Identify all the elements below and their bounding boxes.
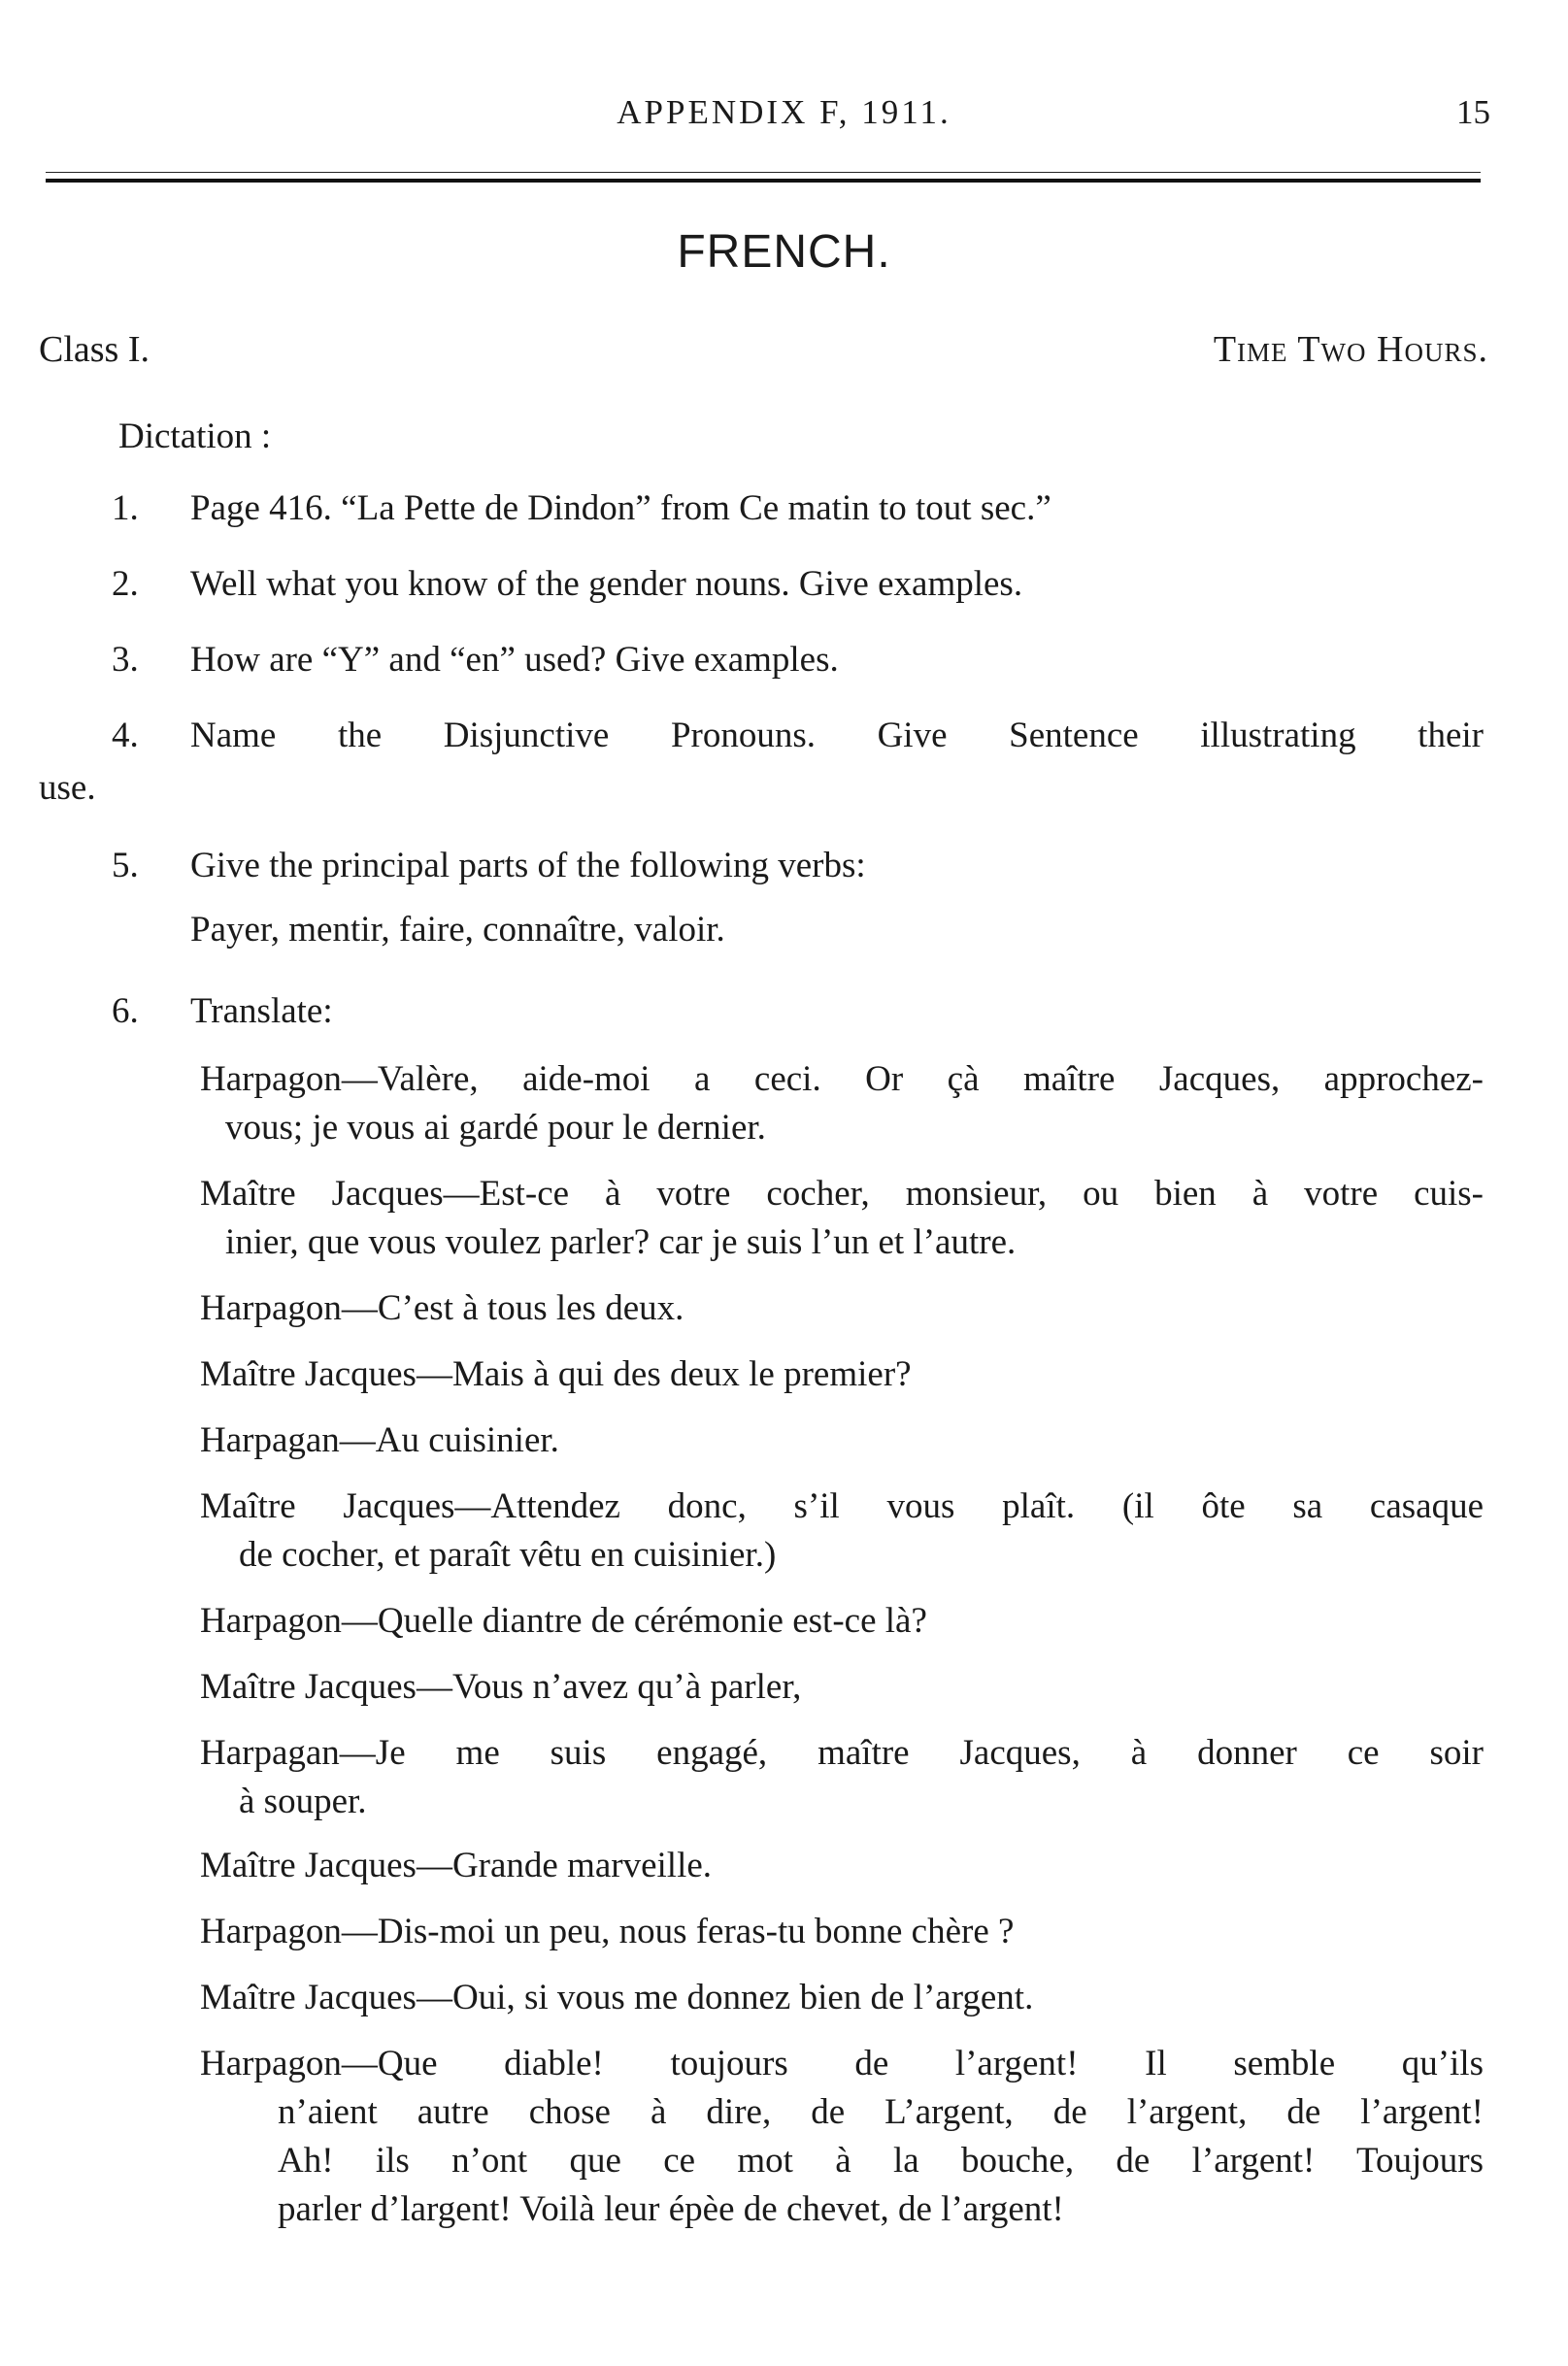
dialogue-line: Maître Jacques—Mais à qui des deux le premier? bbox=[200, 1354, 912, 1394]
dialogue-continuation: de cocher, et paraît vêtu en cuisinier.) bbox=[239, 1535, 777, 1575]
question-number: 4. bbox=[112, 716, 139, 755]
dialogue-line: Maître Jacques—Est-ce à votre cocher, monsieur, ou bien à votre cuis- bbox=[200, 1174, 1484, 1214]
question-number: 2. bbox=[112, 564, 139, 604]
dialogue-line: Maître Jacques—Oui, si vous me donnez bien de l’argent. bbox=[200, 1978, 1034, 2017]
dialogue-continuation: Ah! ils n’ont que ce mot à la bouche, de l’argent! Toujours bbox=[278, 2141, 1484, 2181]
dialogue-line: Maître Jacques—Grande marveille. bbox=[200, 1846, 713, 1885]
dictation-label: Dictation : bbox=[118, 417, 272, 456]
time-label: Time Two Hours. bbox=[1213, 329, 1488, 370]
dialogue-line: Harpagon—C’est à tous les deux. bbox=[200, 1288, 684, 1328]
header-rule-thick bbox=[46, 179, 1481, 183]
class-label: Class I. bbox=[39, 329, 150, 370]
dialogue-continuation: inier, que vous voulez parler? car je suis l’un et l’autre. bbox=[225, 1222, 1017, 1262]
page-number: 15 bbox=[1456, 93, 1490, 131]
dialogue-continuation: vous; je vous ai gardé pour le dernier. bbox=[225, 1108, 766, 1148]
section-title: FRENCH. bbox=[677, 226, 891, 278]
question-continuation: use. bbox=[39, 768, 96, 808]
dialogue-line: Harpagon—Dis-moi un peu, nous feras-tu bonne chère ? bbox=[200, 1912, 1015, 1951]
question-number: 6. bbox=[112, 991, 139, 1031]
question-text: Name the Disjunctive Pronouns. Give Sentence illustrating their bbox=[190, 716, 1484, 755]
dialogue-line: Harpagon—Quelle diantre de cérémonie est-ce là? bbox=[200, 1601, 927, 1641]
dialogue-line: Maître Jacques—Attendez donc, s’il vous plaît. (il ôte sa casaque bbox=[200, 1486, 1484, 1526]
dialogue-line: Harpagan—Je me suis engagé, maître Jacques, à donner ce soir bbox=[200, 1733, 1484, 1773]
question-text: How are “Y” and “en” used? Give examples. bbox=[190, 640, 839, 680]
question-number: 1. bbox=[112, 488, 139, 528]
header-rule-thin bbox=[46, 172, 1481, 173]
dialogue-line: Harpagan—Au cuisinier. bbox=[200, 1420, 559, 1460]
dialogue-line: Maître Jacques—Vous n’avez qu’à parler, bbox=[200, 1667, 802, 1707]
question-text: Well what you know of the gender nouns. Give examples. bbox=[190, 564, 1023, 604]
question-number: 5. bbox=[112, 846, 139, 885]
question-text: Give the principal parts of the following verbs: bbox=[190, 846, 866, 885]
dialogue-continuation: à souper. bbox=[239, 1782, 367, 1821]
running-head: APPENDIX F, 1911. bbox=[617, 93, 951, 131]
dialogue-line: Harpagon—Que diable! toujours de l’argent! Il semble qu’ils bbox=[200, 2044, 1484, 2083]
question-text: Page 416. “La Pette de Dindon” from Ce matin to tout sec.” bbox=[190, 488, 1051, 528]
dialogue-line: Harpagon—Valère, aide-moi a ceci. Or çà maître Jacques, approchez- bbox=[200, 1059, 1484, 1099]
dialogue-continuation: n’aient autre chose à dire, de L’argent, de l’argent, de l’argent! bbox=[278, 2092, 1484, 2132]
question-number: 3. bbox=[112, 640, 139, 680]
question-text: Translate: bbox=[190, 991, 333, 1031]
dialogue-continuation: parler d’largent! Voilà leur épèe de chevet, de l’argent! bbox=[278, 2189, 1064, 2229]
verb-list: Payer, mentir, faire, connaître, valoir. bbox=[190, 910, 725, 950]
